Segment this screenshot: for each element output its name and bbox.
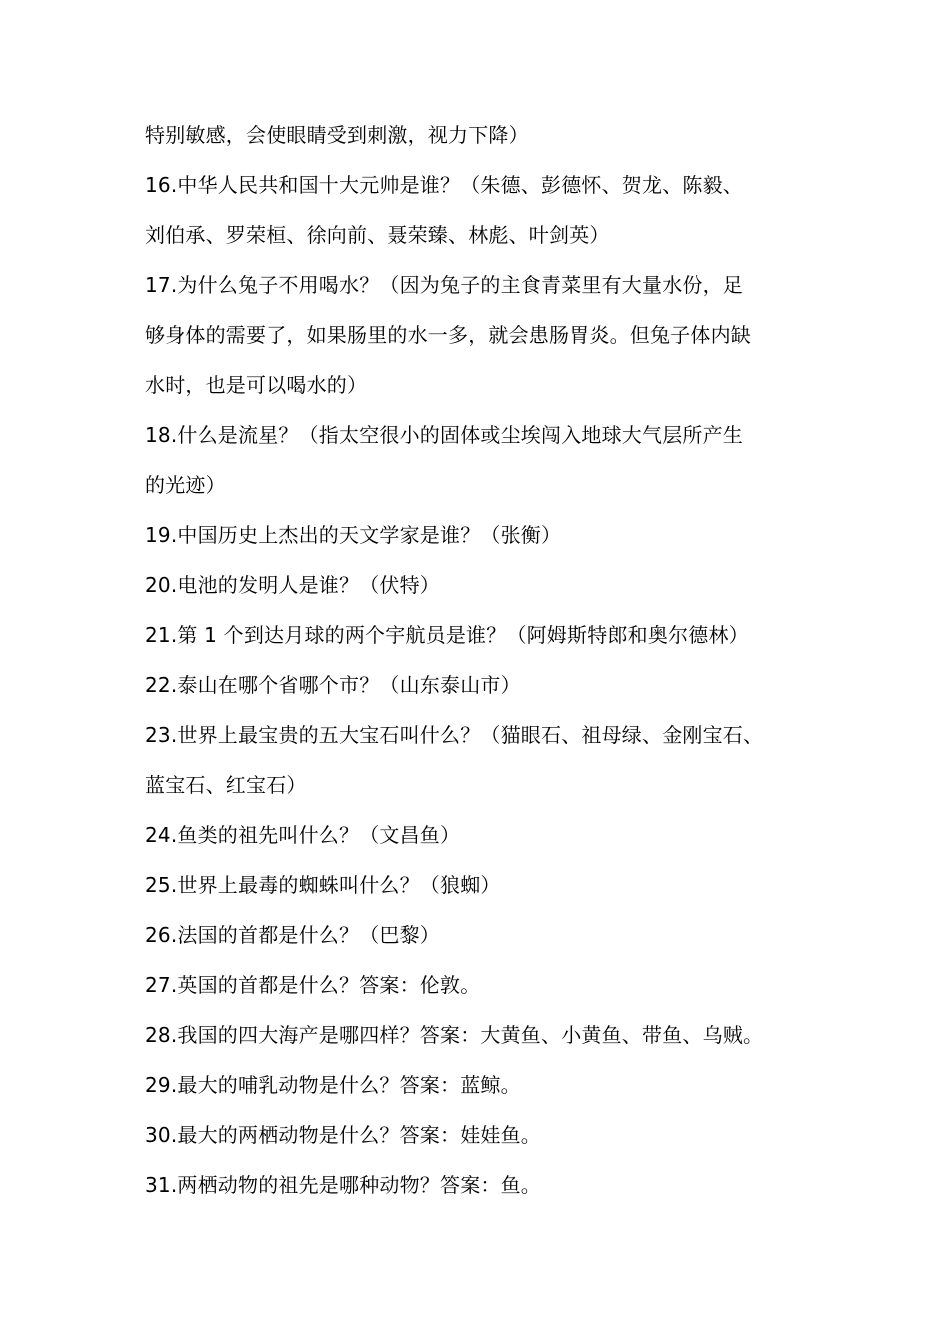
text-line: 17.为什么兔子不用喝水？（因为兔子的主食青菜里有大量水份，足 bbox=[145, 273, 744, 297]
text-line: 水时，也是可以喝水的） bbox=[145, 373, 368, 397]
text-line: 21.第 1 个到达月球的两个宇航员是谁？（阿姆斯特郎和奥尔德林） bbox=[145, 623, 749, 647]
text-line: 的光迹） bbox=[145, 473, 226, 497]
text-line: 28.我国的四大海产是哪四样？答案：大黄鱼、小黄鱼、带鱼、乌贼。 bbox=[145, 1023, 764, 1047]
text-line: 刘伯承、罗荣桓、徐向前、聂荣臻、林彪、叶剑英） bbox=[145, 223, 610, 247]
document-body bbox=[145, 110, 825, 1210]
text-line: 29.最大的哺乳动物是什么？答案：蓝鲸。 bbox=[145, 1073, 521, 1097]
text-line: 27.英国的首都是什么？答案：伦敦。 bbox=[145, 973, 481, 997]
text-line: 16.中华人民共和国十大元帅是谁？（朱德、彭德怀、贺龙、陈毅、 bbox=[145, 173, 744, 197]
text-line: 18.什么是流星？（指太空很小的固体或尘埃闯入地球大气层所产生 bbox=[145, 423, 744, 447]
text-line: 22.泰山在哪个省哪个市？（山东泰山市） bbox=[145, 673, 521, 697]
text-line: 24.鱼类的祖先叫什么？（文昌鱼） bbox=[145, 823, 461, 847]
text-line: 20.电池的发明人是谁？（伏特） bbox=[145, 573, 441, 597]
text-line: 蓝宝石、红宝石） bbox=[145, 773, 307, 797]
text-line: 30.最大的两栖动物是什么？答案：娃娃鱼。 bbox=[145, 1123, 542, 1147]
text-line: 25.世界上最毒的蜘蛛叫什么？（狼蜘） bbox=[145, 873, 501, 897]
text-line: 够身体的需要了，如果肠里的水一多，就会患肠胃炎。但兔子体内缺 bbox=[145, 323, 751, 347]
text-line: 31.两栖动物的祖先是哪种动物？答案：鱼。 bbox=[145, 1173, 542, 1197]
text-line: 特别敏感，会使眼睛受到刺激，视力下降） bbox=[145, 123, 529, 147]
text-line: 23.世界上最宝贵的五大宝石叫什么？（猫眼石、祖母绿、金刚宝石、 bbox=[145, 723, 764, 747]
text-line: 19.中国历史上杰出的天文学家是谁？（张衡） bbox=[145, 523, 562, 547]
text-line: 26.法国的首都是什么？（巴黎） bbox=[145, 923, 441, 947]
